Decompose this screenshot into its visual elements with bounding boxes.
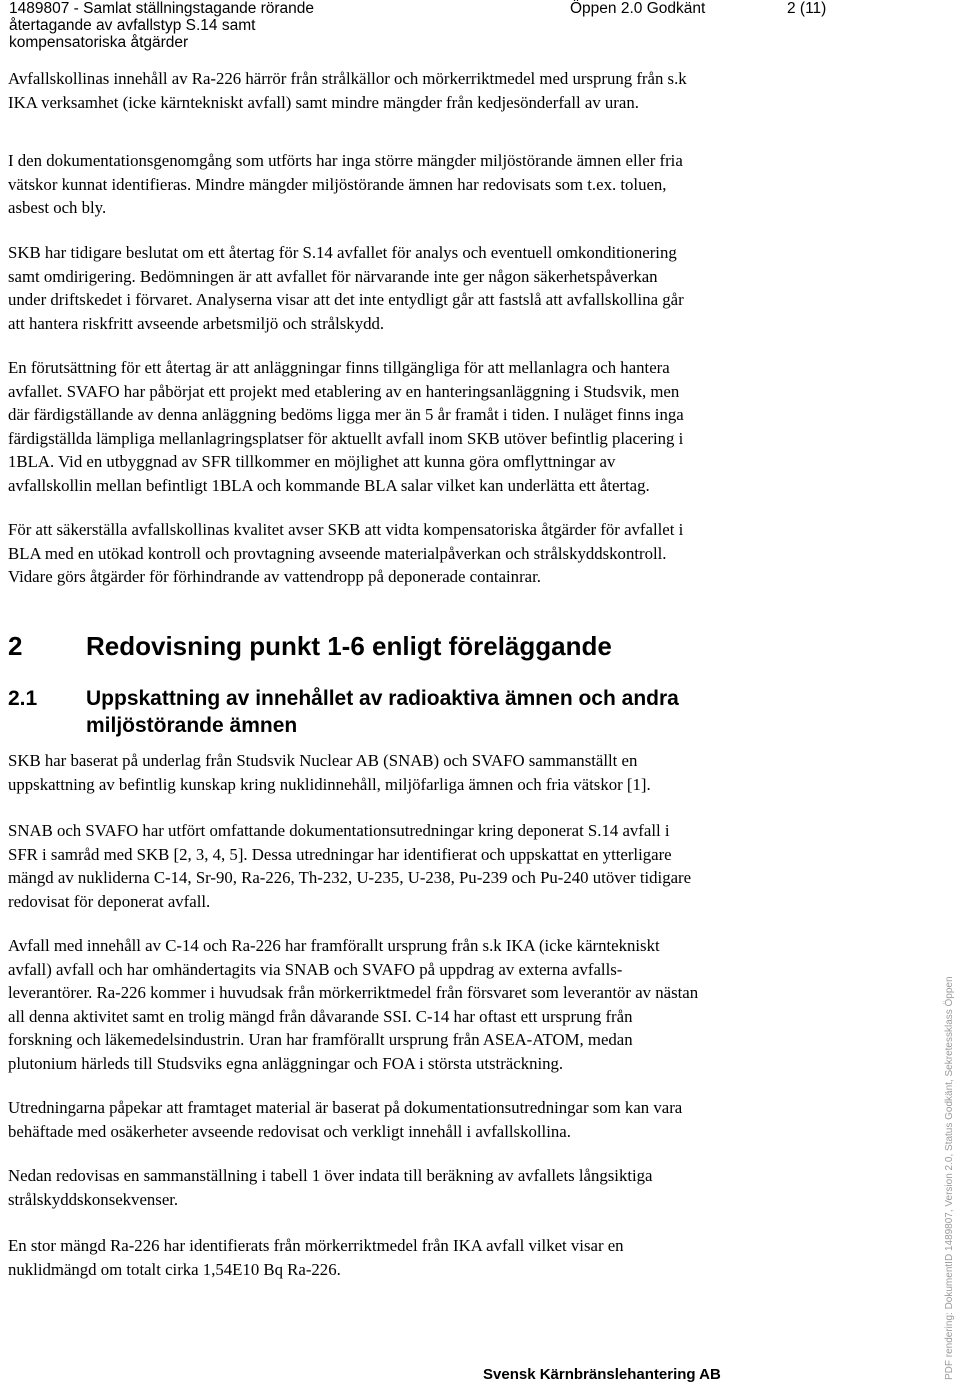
header-title-line: kompensatoriska åtgärder [9, 34, 189, 51]
text-line: strålskyddskonsekvenser. [8, 1189, 179, 1209]
text-line: färdigställda lämpliga mellanlagringsplatser för aktuellt avfall inom SKB utöver befintlig placering i [8, 428, 684, 448]
section-heading [8, 630, 612, 662]
subsection-title-line: Uppskattning av innehållet av radioaktiva ämnen och andra [86, 687, 679, 710]
text-line: samt omdirigering. Bedömningen är att avfallet för närvarande inte ger någon säkerhetspåverkan [8, 266, 658, 286]
footer-company-name: Svensk Kärnbränslehantering AB [483, 1366, 721, 1383]
paragraph [8, 149, 848, 220]
text-line: att hantera riskfritt avseende arbetsmiljö och strålskydd. [8, 313, 385, 333]
paragraph [8, 241, 848, 335]
paragraph [8, 356, 848, 498]
text-line: all denna aktivitet samt en trolig mängd från dåvarande SSI. C-14 har oftast ett ursprung från [8, 1006, 633, 1026]
header-title-line: 1489807 - Samlat ställningstagande rörande [9, 0, 315, 17]
text-line: BLA med en utökad kontroll och provtagning avseende materialpåverkan och strålskyddskontroll. [8, 543, 667, 563]
text-line: IKA verksamhet (icke kärntekniskt avfall) samt mindre mängder från kedjesönderfall av uran. [8, 92, 639, 112]
text-line: avfallskollin mellan befintligt 1BLA och kommande BLA salar vilket kan underlätta ett återtag. [8, 475, 650, 495]
header-title-line: återtagande av avfallstyp S.14 samt [9, 17, 256, 34]
text-line: SKB har baserat på underlag från Studsvik Nuclear AB (SNAB) och SVAFO sammanställt en [8, 751, 638, 770]
text-line: SKB har tidigare beslutat om ett återtag för S.14 avfallet för analys och eventuell omkonditionering [8, 243, 677, 262]
paragraph [8, 1096, 848, 1143]
paragraph [8, 749, 848, 796]
text-line: 1BLA. Vid en utbyggnad av SFR tillkommer en möjlighet att kunna göra omflyttningar av [8, 452, 616, 472]
text-line: avfall) avfall och har omhändertagits via SNAB och SVAFO på uppdrag av externa avfalls- [8, 959, 623, 979]
text-line: Avfallskollinas innehåll av Ra-226 härrör från strålkällor och mörkerriktmedel med ursprung från s.k [8, 69, 687, 88]
text-line: Vidare görs åtgärder för förhindrande av vattendropp på deponerade containrar. [8, 567, 541, 587]
text-line: asbest och bly. [8, 198, 107, 218]
text-line: behäftade med osäkerheter avseende redovisat och verkligt innehåll i avfallskollina. [8, 1121, 571, 1141]
subsection-title-line: miljöstörande ämnen [86, 714, 298, 737]
text-line: Utredningarna påpekar att framtaget material är baserat på dokumentationsutredningar som kan vara [8, 1098, 683, 1117]
text-line: avfallet. SVAFO har påbörjat ett projekt med etablering av en hanteringsanläggning i Studsvik, men [8, 381, 680, 401]
text-line: under driftskedet i förvaret. Analyserna visar att det inte entydligt går att fastslå att avfallskollina går [8, 290, 684, 310]
paragraph [8, 1164, 848, 1211]
subsection-number: 2.1 [8, 687, 38, 710]
paragraph [8, 934, 848, 1076]
header-document-title [9, 0, 314, 51]
header-page-number: 2 (11) [787, 0, 827, 17]
section-title: Redovisning punkt 1-6 enligt föreläggande [86, 631, 612, 661]
text-line: redovisat för deponerat avfall. [8, 891, 211, 911]
text-line: forskning och läkemedelsindustrin. Uran har framförallt ursprung från ASEA-ATOM, medan [8, 1030, 633, 1050]
text-line: För att säkerställa avfallskollinas kvalitet avser SKB att vidta kompensatoriska åtgärder för avfallet i [8, 520, 684, 539]
text-line: Avfall med innehåll av C-14 och Ra-226 har framförallt ursprung från s.k IKA (icke kärntekniskt [8, 936, 660, 955]
text-line: SNAB och SVAFO har utfört omfattande dokumentationsutredningar kring deponerat S.14 avfall i [8, 821, 670, 840]
paragraph [8, 67, 848, 114]
subsection-heading [8, 685, 679, 739]
text-line: Nedan redovisas en sammanställning i tabell 1 över indata till beräkning av avfallets långsiktiga [8, 1166, 653, 1185]
text-line: uppskattning av befintlig kunskap kring nuklidinnehåll, miljöfarliga ämnen och fria vätskor [1]. [8, 774, 651, 794]
paragraph [8, 518, 848, 589]
text-line: mängd av nukliderna C-14, Sr-90, Ra-226, Th-232, U-235, U-238, Pu-239 och Pu-240 utöver tidigare [8, 868, 692, 888]
text-line: En stor mängd Ra-226 har identifierats från mörkerriktmedel från IKA avfall vilket visar en [8, 1236, 624, 1255]
text-line: leverantörer. Ra-226 kommer i huvudsak från mörkerriktmedel från försvaret som leverantör av nästan [8, 983, 699, 1003]
text-line: En förutsättning för ett återtag är att anläggningar finns tillgängliga för att mellanlagra och hantera [8, 358, 670, 377]
section-number: 2 [8, 631, 23, 661]
paragraph [8, 1234, 848, 1281]
header-status: Öppen 2.0 Godkänt [570, 0, 706, 17]
paragraph [8, 819, 848, 913]
text-line: SFR i samråd med SKB [2, 3, 4, 5]. Dessa utredningar har identifierat och uppskattat en ytterligare [8, 844, 672, 864]
text-line: där färdigställande av denna anläggning bedöms ligga mer än 5 år framåt i tiden. I nuläget finns inga [8, 405, 684, 425]
text-line: nuklidmängd om totalt cirka 1,54E10 Bq Ra-226. [8, 1259, 341, 1279]
side-watermark-text: PDF rendering: DokumentID 1489807, Version 2.0, Status Godkänt, Sekretessklass Öppen [944, 976, 955, 1380]
text-line: plutonium härleds till Studsviks egna anläggningar och FOA i största utsträckning. [8, 1053, 564, 1073]
text-line: I den dokumentationsgenomgång som utförts har inga större mängder miljöstörande ämnen eller fria [8, 151, 683, 170]
text-line: vätskor kunnat identifieras. Mindre mängder miljöstörande ämnen har redovisats som t.ex. toluen, [8, 174, 667, 194]
